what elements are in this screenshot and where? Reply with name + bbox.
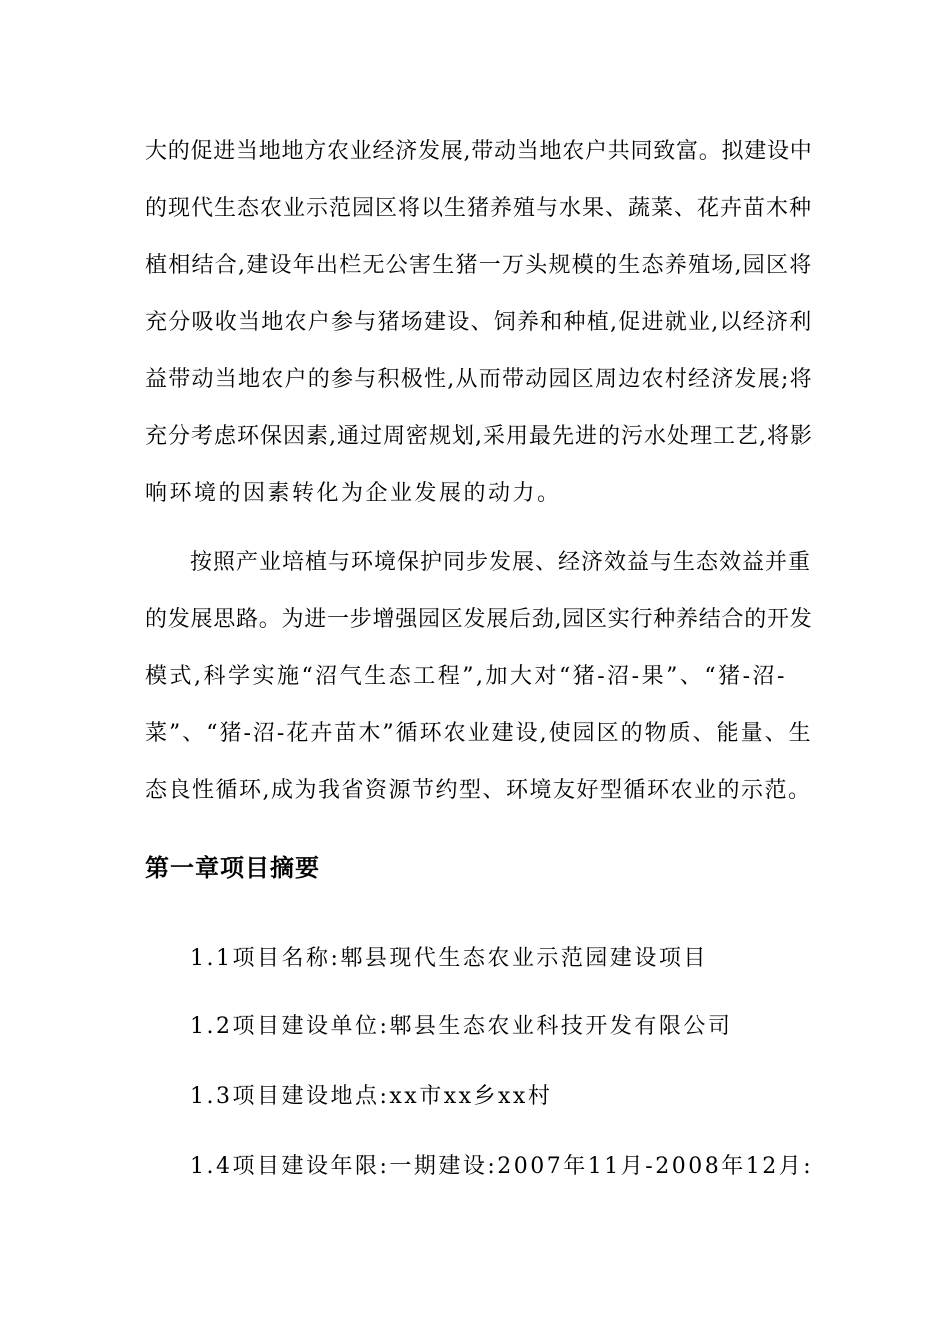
paragraph-1-line-2: 的现代生态农业示范园区将以生猪养殖与水果、蔬菜、花卉苗木种 bbox=[145, 196, 813, 221]
paragraph-2-line-3: 模式,科学实施“沼气生态工程”,加大对“猪-沼-果”、“猪-沼- bbox=[145, 664, 787, 689]
summary-item-project-name: 1.1项目名称:郫县现代生态农业示范园建设项目 bbox=[190, 946, 708, 971]
paragraph-2-line-4: 菜”、“猪-沼-花卉苗木”循环农业建设,使园区的物质、能量、生 bbox=[145, 721, 813, 746]
summary-item-location: 1.3项目建设地点:xx市xx乡xx村 bbox=[190, 1084, 553, 1109]
paragraph-1-line-7: 响环境的因素转化为企业发展的动力。 bbox=[145, 481, 562, 506]
chapter-heading: 第一章项目摘要 bbox=[145, 854, 320, 882]
paragraph-1-line-3: 植相结合,建设年出栏无公害生猪一万头规模的生态养殖场,园区将 bbox=[145, 253, 813, 278]
paragraph-2-line-2: 的发展思路。为进一步增强园区发展后劲,园区实行种养结合的开发 bbox=[145, 607, 813, 632]
summary-item-construction-unit: 1.2项目建设单位:郫县生态农业科技开发有限公司 bbox=[190, 1014, 733, 1039]
paragraph-1-line-4: 充分吸收当地农户参与猪场建设、饲养和种植,促进就业,以经济利 bbox=[145, 310, 813, 335]
paragraph-2-line-5: 态良性循环,成为我省资源节约型、环境友好型循环农业的示范。 bbox=[145, 778, 812, 803]
paragraph-1-line-1: 大的促进当地地方农业经济发展,带动当地农户共同致富。拟建设中 bbox=[145, 139, 813, 164]
summary-item-period: 1.4项目建设年限:一期建设:2007年11月-2008年12月: bbox=[190, 1154, 814, 1179]
paragraph-2-line-1: 按照产业培植与环境保护同步发展、经济效益与生态效益并重 bbox=[190, 550, 812, 575]
paragraph-1-line-5: 益带动当地农户的参与积极性,从而带动园区周边农村经济发展;将 bbox=[145, 367, 813, 392]
paragraph-1-line-6: 充分考虑环保因素,通过周密规划,采用最先进的污水处理工艺,将影 bbox=[145, 424, 813, 449]
